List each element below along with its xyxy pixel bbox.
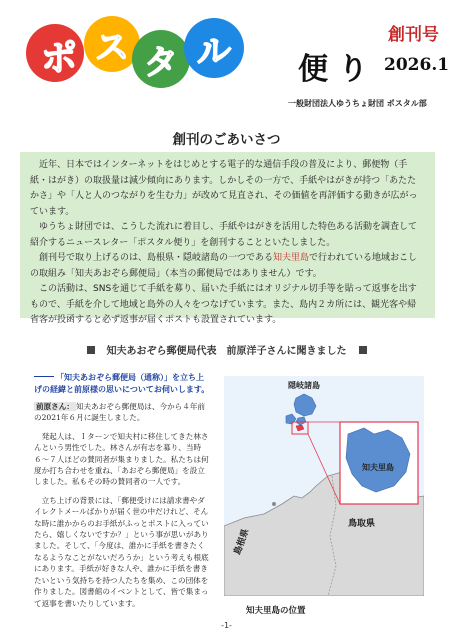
interview-p1-text: 知夫あおぞら郵便局は、今から４年前の2021年６月に誕生しました。 [34, 402, 206, 423]
greeting-box [20, 152, 435, 325]
oki-dogo-island [294, 394, 316, 416]
interview-paragraph-1 [34, 401, 210, 424]
label-shimane: 島根県 [232, 527, 252, 557]
interview-paragraph-3: 立ち上げの背景には、「郵便受けには請求書やダイレクトメールばかりが届く世の中だけれど、そんな時に誰かからのお手紙がふっとポストに入っていたら、嬉しくないですか？」という事が思いがありました。そして、「今度は、誰かに手紙を書きたくなるようなことがないだろうか」という考えも根底にあります。手紙が好きな人や、誰かに手紙を書きたいという気持ちを持つ人たちを集め、この団体を作りました。図書館のイベントとして、皆で集まって返事を書いたりしています。 [34, 495, 209, 608]
interview-paragraph-2: 発起人は、Ｉターンで知夫村に移住してきた林さんという男性でした。林さんが有志を募り、当時６〜７人ほどの賛同者が集まりました。私たちは何度か打ち合わせを重ね、「あおぞら郵便局」を設立しました。私もその時の賛同者の一人です。 [34, 431, 209, 487]
map-svg [224, 376, 424, 596]
greeting-paragraph-1: 近年、日本ではインターネットをはじめとする電子的な通信手段の普及により、郵便物（手紙・はがき）の取扱量は減少傾向にあります。しかしその一方で、手紙やはがきが持つ「あたたかさ」や「人と人のつながりを生む力」が改めて見直され、その価値を再評価する動きが広がっています。 [30, 160, 418, 217]
label-tottori: 鳥取県 [348, 519, 376, 529]
speaker-label: 前原さん： [36, 402, 74, 411]
interview-heading-text: 知夫あおぞら郵便局代表 前原洋子さんに聞きました [106, 346, 347, 357]
map-caption: 知夫里島の位置 [246, 606, 306, 616]
greeting-paragraph-3 [30, 251, 425, 282]
highlight-chibu: 知夫里島 [273, 253, 310, 263]
issue-label: 創刊号 [388, 25, 439, 45]
label-oki: 隠岐諸島 [288, 381, 320, 390]
interview-body [34, 401, 210, 609]
coast-islet [272, 502, 276, 506]
title-suffix: 便り [298, 52, 378, 87]
location-map [224, 376, 424, 596]
publisher: 一般財団法人ゆうちょ財団 ポスタル部 [288, 99, 427, 108]
greeting-title: 創刊のごあいさつ [172, 132, 281, 148]
issue-date: 2026.1 [384, 55, 450, 75]
interview-heading [0, 342, 453, 357]
oki-nakanoshima [296, 417, 306, 425]
interview-lead-text: 「知夫あおぞら郵便局（通称）」を立ち上げの経緯と前原様の思いについてお伺いします。 [34, 373, 210, 394]
square-bullet-left [87, 346, 95, 354]
title-circle-green [132, 30, 190, 88]
title-char-po: ポ [40, 37, 77, 79]
label-chibu: 知夫里島 [362, 463, 394, 472]
page-number: -1- [221, 621, 232, 630]
title-circle-blue [184, 18, 244, 78]
greeting-paragraph-2: ゆうちょ財団では、こうした流れに着目し、手紙やはがきを活用した特色ある活動を調査して紹介するニュースレター「ポスタル便り」を創刊することといたしました。 [30, 222, 418, 248]
title-char-su: ス [95, 27, 129, 68]
title-char-ta: タ [144, 42, 178, 83]
square-bullet-right [359, 346, 367, 354]
masthead [0, 0, 453, 112]
title-char-ru: ル [197, 31, 231, 72]
greeting-paragraph-4: この活動は、SNSを通じて手紙を募り、届いた手紙にはオリジナル切手等を貼って返事を出すもので、手紙を介して地域と島外の人々をつなげています。また、島内２カ所には、観光客や帰省客が投函すると必ず返事が届くポストも設置されています。 [30, 284, 417, 325]
greeting-p3-a: 創刊号で取り上げるのは、島根県・隠岐諸島の一つである [39, 253, 274, 263]
lead-dash [34, 376, 54, 377]
interview-lead [34, 372, 210, 396]
chibu-island-small [296, 425, 304, 431]
greeting-p3-b: で行われている地域おこしの取組み「知夫あおぞら郵便局」（本当の郵便局ではありません）です。 [30, 253, 418, 279]
title-circle-red [26, 24, 84, 82]
